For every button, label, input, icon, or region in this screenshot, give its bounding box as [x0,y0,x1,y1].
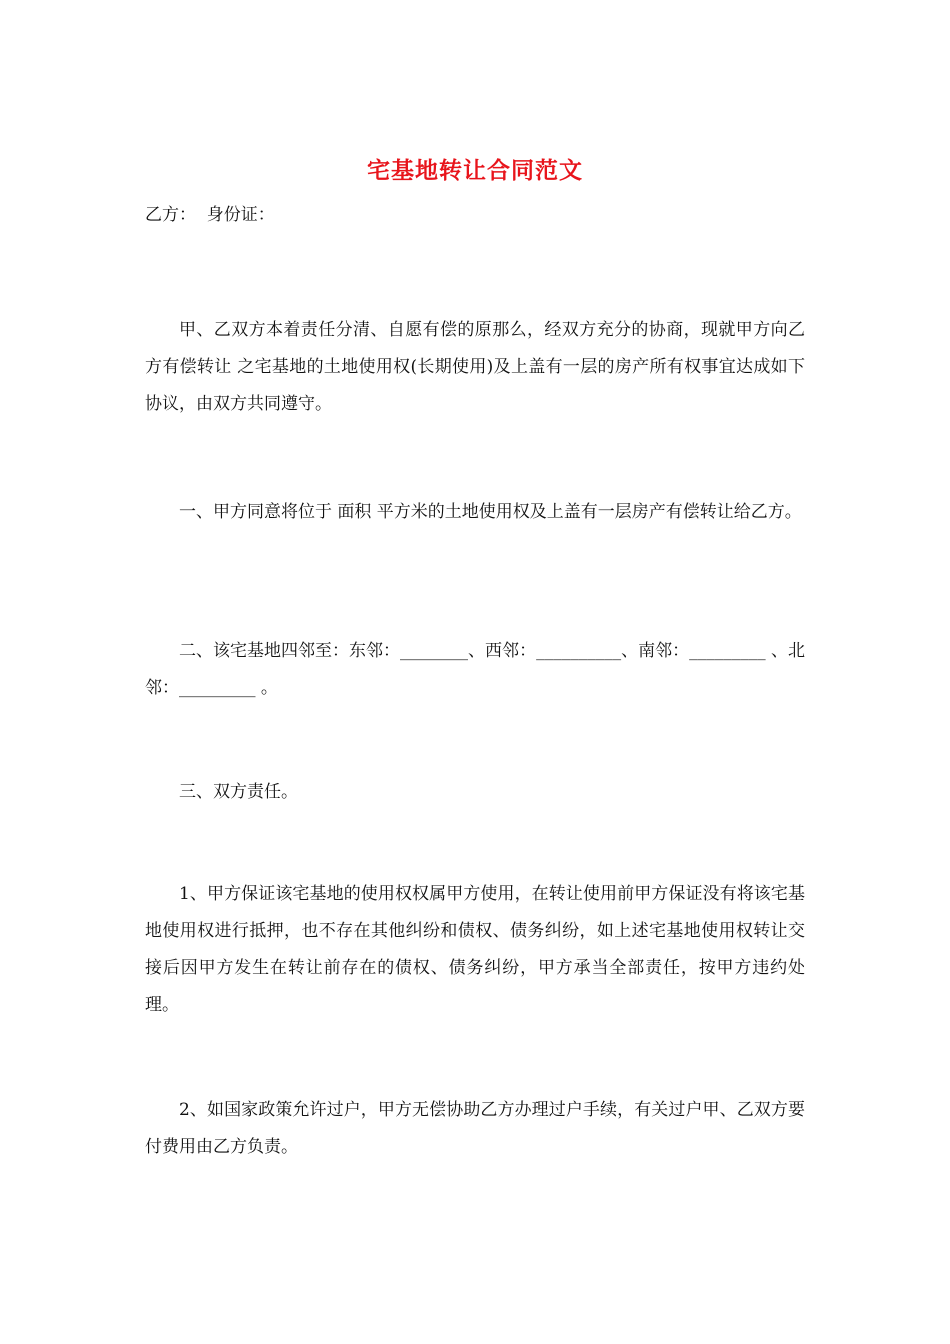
paragraph-clause-1: 一、甲方同意将位于 面积 平方米的土地使用权及上盖有一层房产有偿转让给乙方。 [179,502,802,522]
document-title: 宅基地转让合同范文 [367,157,583,184]
paragraph-responsibility-1: 1、甲方保证该宅基地的使用权权属甲方使用，在转让使用前甲方保证没有将该宅基地使用权进行抵押，也不存在其他纠纷和债权、债务纠纷，如上述宅基地使用权转让交接后因甲方发生在转让前存在的债权、债务纠纷，甲方承当全部责任，按甲方违约处理。 [145,884,805,1015]
party-b-line: 乙方： 身份证： [145,205,275,225]
paragraph-clause-2-boundaries: 二、该宅基地四邻至：东邻：________、西邻：__________、南邻：_________ 、北邻：_________ 。 [145,641,805,698]
paragraph-responsibility-2: 2、如国家政策允许过户，甲方无偿协助乙方办理过户手续，有关过户甲、乙双方要付费用由乙方负责。 [145,1100,805,1157]
paragraph-clause-3-heading: 三、双方责任。 [179,782,298,802]
paragraph-preamble: 甲、乙双方本着责任分清、自愿有偿的原那么，经双方充分的协商，现就甲方向乙方有偿转让 之宅基地的土地使用权(长期使用)及上盖有一层的房产所有权事宜达成如下协议，由双方共同遵守。 [145,320,805,414]
